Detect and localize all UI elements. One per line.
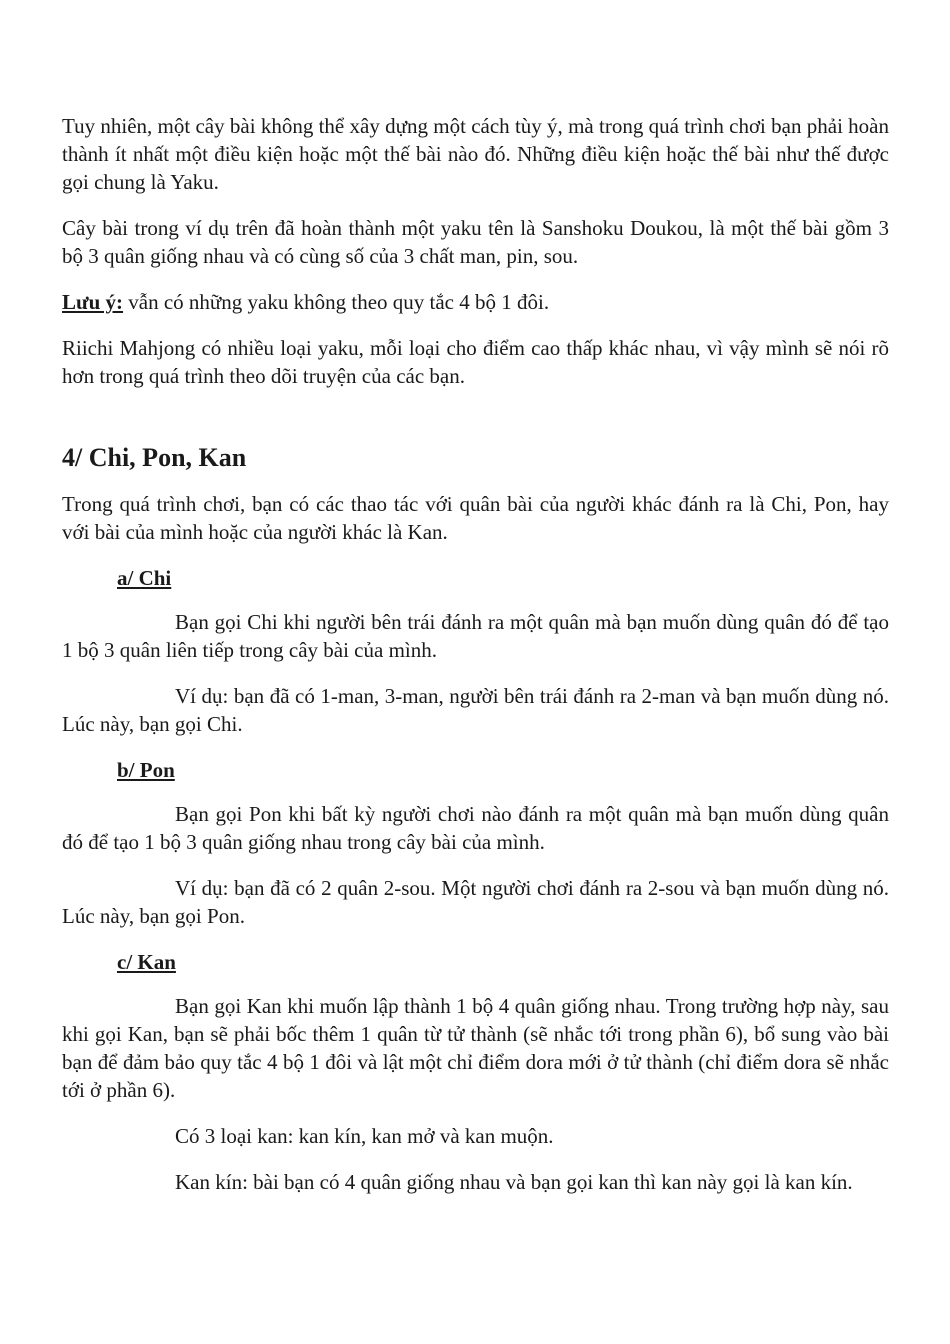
intro-paragraph-sanshoku: Cây bài trong ví dụ trên đã hoàn thành một yaku tên là Sanshoku Doukou, là một thế bài gồm 3 bộ 3 quân giống nhau và có cùng số của 3 chất man, pin, sou. [62, 216, 889, 268]
note-text: vẫn có những yaku không theo quy tắc 4 bộ 1 đôi. [123, 290, 550, 314]
note-label: Lưu ý: [62, 290, 124, 314]
chi-example-paragraph: Ví dụ: bạn đã có 1-man, 3-man, người bên trái đánh ra 2-man và bạn muốn dùng nó. Lúc này, bạn gọi Chi. [62, 684, 889, 736]
pon-example-paragraph: Ví dụ: bạn đã có 2 quân 2-sou. Một người chơi đánh ra 2-sou và bạn muốn dùng nó. Lúc này, bạn gọi Pon. [62, 876, 889, 928]
note-paragraph [62, 288, 889, 316]
subsection-heading-chi: a/ Chi [117, 566, 172, 590]
kan-closed-paragraph: Kan kín: bài bạn có 4 quân giống nhau và bạn gọi kan thì kan này gọi là kan kín. [175, 1170, 853, 1194]
chi-definition-paragraph: Bạn gọi Chi khi người bên trái đánh ra một quân mà bạn muốn dùng quân đó để tạo 1 bộ 3 quân liên tiếp trong cây bài của mình. [62, 610, 889, 662]
kan-types-paragraph: Có 3 loại kan: kan kín, kan mở và kan muộn. [175, 1124, 554, 1148]
pon-definition-paragraph: Bạn gọi Pon khi bất kỳ người chơi nào đánh ra một quân mà bạn muốn dùng quân đó để tạo 1 bộ 3 quân giống nhau trong cây bài của mình. [62, 802, 889, 854]
section-heading-chi-pon-kan: 4/ Chi, Pon, Kan [62, 443, 247, 472]
subsection-heading-kan: c/ Kan [117, 950, 176, 974]
paragraph-yaku-types: Riichi Mahjong có nhiều loại yaku, mỗi loại cho điểm cao thấp khác nhau, vì vậy mình sẽ nói rõ hơn trong quá trình theo dõi truyện của các bạn. [62, 336, 889, 388]
section-intro-paragraph: Trong quá trình chơi, bạn có các thao tác với quân bài của người khác đánh ra là Chi, Pon, hay với bài của mình hoặc của người khác là Kan. [62, 492, 889, 544]
subsection-heading-pon: b/ Pon [117, 758, 175, 782]
kan-definition-paragraph: Bạn gọi Kan khi muốn lập thành 1 bộ 4 quân giống nhau. Trong trường hợp này, sau khi gọi Kan, bạn sẽ phải bốc thêm 1 quân từ tử thành (sẽ nhắc tới trong phần 6), bổ sung vào bài bạn để đảm bảo quy tắc 4 bộ 1 đôi và lật một chỉ điểm dora mới ở tử thành (chỉ điểm dora sẽ nhắc tới ở phần 6). [62, 994, 889, 1102]
intro-paragraph-yaku: Tuy nhiên, một cây bài không thể xây dựng một cách tùy ý, mà trong quá trình chơi bạn phải hoàn thành ít nhất một điều kiện hoặc một thế bài nào đó. Những điều kiện hoặc thế bài như thế được gọi chung là Yaku. [62, 114, 889, 194]
